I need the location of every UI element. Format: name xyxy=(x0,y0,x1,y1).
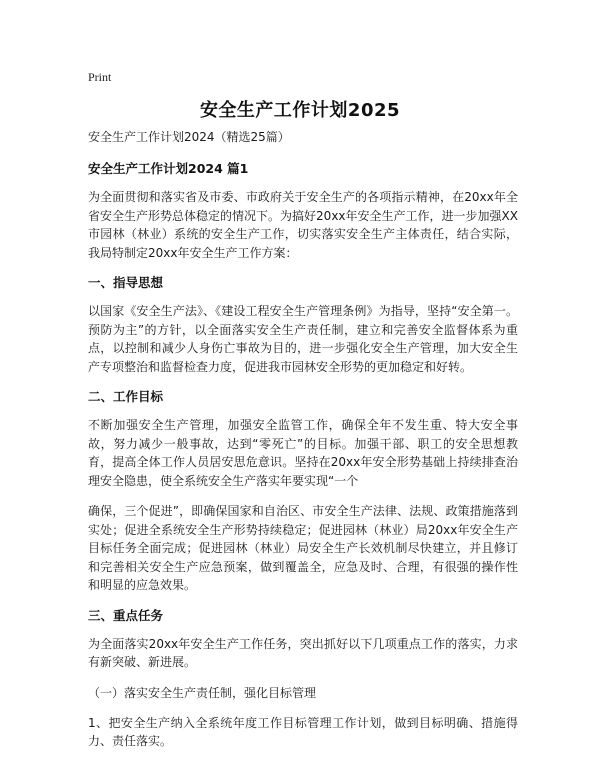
key-tasks-paragraph: 为全面落实20xx年安全生产工作任务，突出抓好以下几项重点工作的落实，力求有新突破、新进展。 xyxy=(88,636,518,669)
document-body xyxy=(88,128,518,763)
document-subtitle: 安全生产工作计划2024（精选25篇） xyxy=(88,130,290,144)
page-title: 安全生产工作计划2025 xyxy=(199,100,401,121)
intro-paragraph: 为全面贯彻和落实省及市委、市政府关于安全生产的各项指示精神，在20xx年全省安全生产形势总体稳定的情况下。为搞好20xx年安全生产工作，进一步加强XX市园林（林业）系统的安全生产工作，切实落实安全生产主体责任，结合实际，我局特制定20xx年安全生产工作方案： xyxy=(88,190,518,260)
list-item: 1、把安全生产纳入全系统年度工作目标管理工作计划，做到目标明确、措施得力、责任落实。 xyxy=(88,715,518,748)
subsection-heading-responsibility: （一）落实安全生产责任制，强化目标管理 xyxy=(88,685,317,700)
guiding-ideology-paragraph: 以国家《安全生产法》、《建设工程安全生产管理条例》为指导，坚持“安全第一。预防为主”的方针，以全面落实安全生产责任制，建立和完善安全监督体系为重点，以控制和减少人身伤亡事故为目的，进一步强化安全生产管理，加大安全生产专项整治和监督检查力度，促进我市园林安全形势的更加稳定和好转。 xyxy=(88,304,518,374)
print-link[interactable]: Print xyxy=(88,70,112,84)
section-heading-work-goals: 二、工作目标 xyxy=(88,389,164,404)
work-goals-paragraph-continued: 确保，三个促进”，即确保国家和自治区、市安全生产法律、法规、政策措施落到实处；促进全系统安全生产形势持续稳定；促进园林（林业）局20xx年安全生产目标任务全面完成；促进园林（林业）局安全生产长效机制尽快建立，并且修订和完善相关安全生产应急预案，做到覆盖全，应急及时、合理，有很强的操作性和明显的应急效果。 xyxy=(88,504,518,592)
work-goals-paragraph: 不断加强安全生产管理，加强安全监管工作，确保全年不发生重、特大安全事故，努力减少一般事故，达到“零死亡”的目标。加强干部、职工的安全思想教育，提高全体工作人员居安思危意识。坚持在20xx年安全形势基础上持续排查治理安全隐患，使全系统安全生产落实年要实现“一个 xyxy=(88,418,518,488)
article-heading: 安全生产工作计划2024 篇1 xyxy=(88,161,249,176)
section-heading-guiding-ideology: 一、指导思想 xyxy=(88,275,164,290)
section-heading-key-tasks: 三、重点任务 xyxy=(88,607,164,623)
